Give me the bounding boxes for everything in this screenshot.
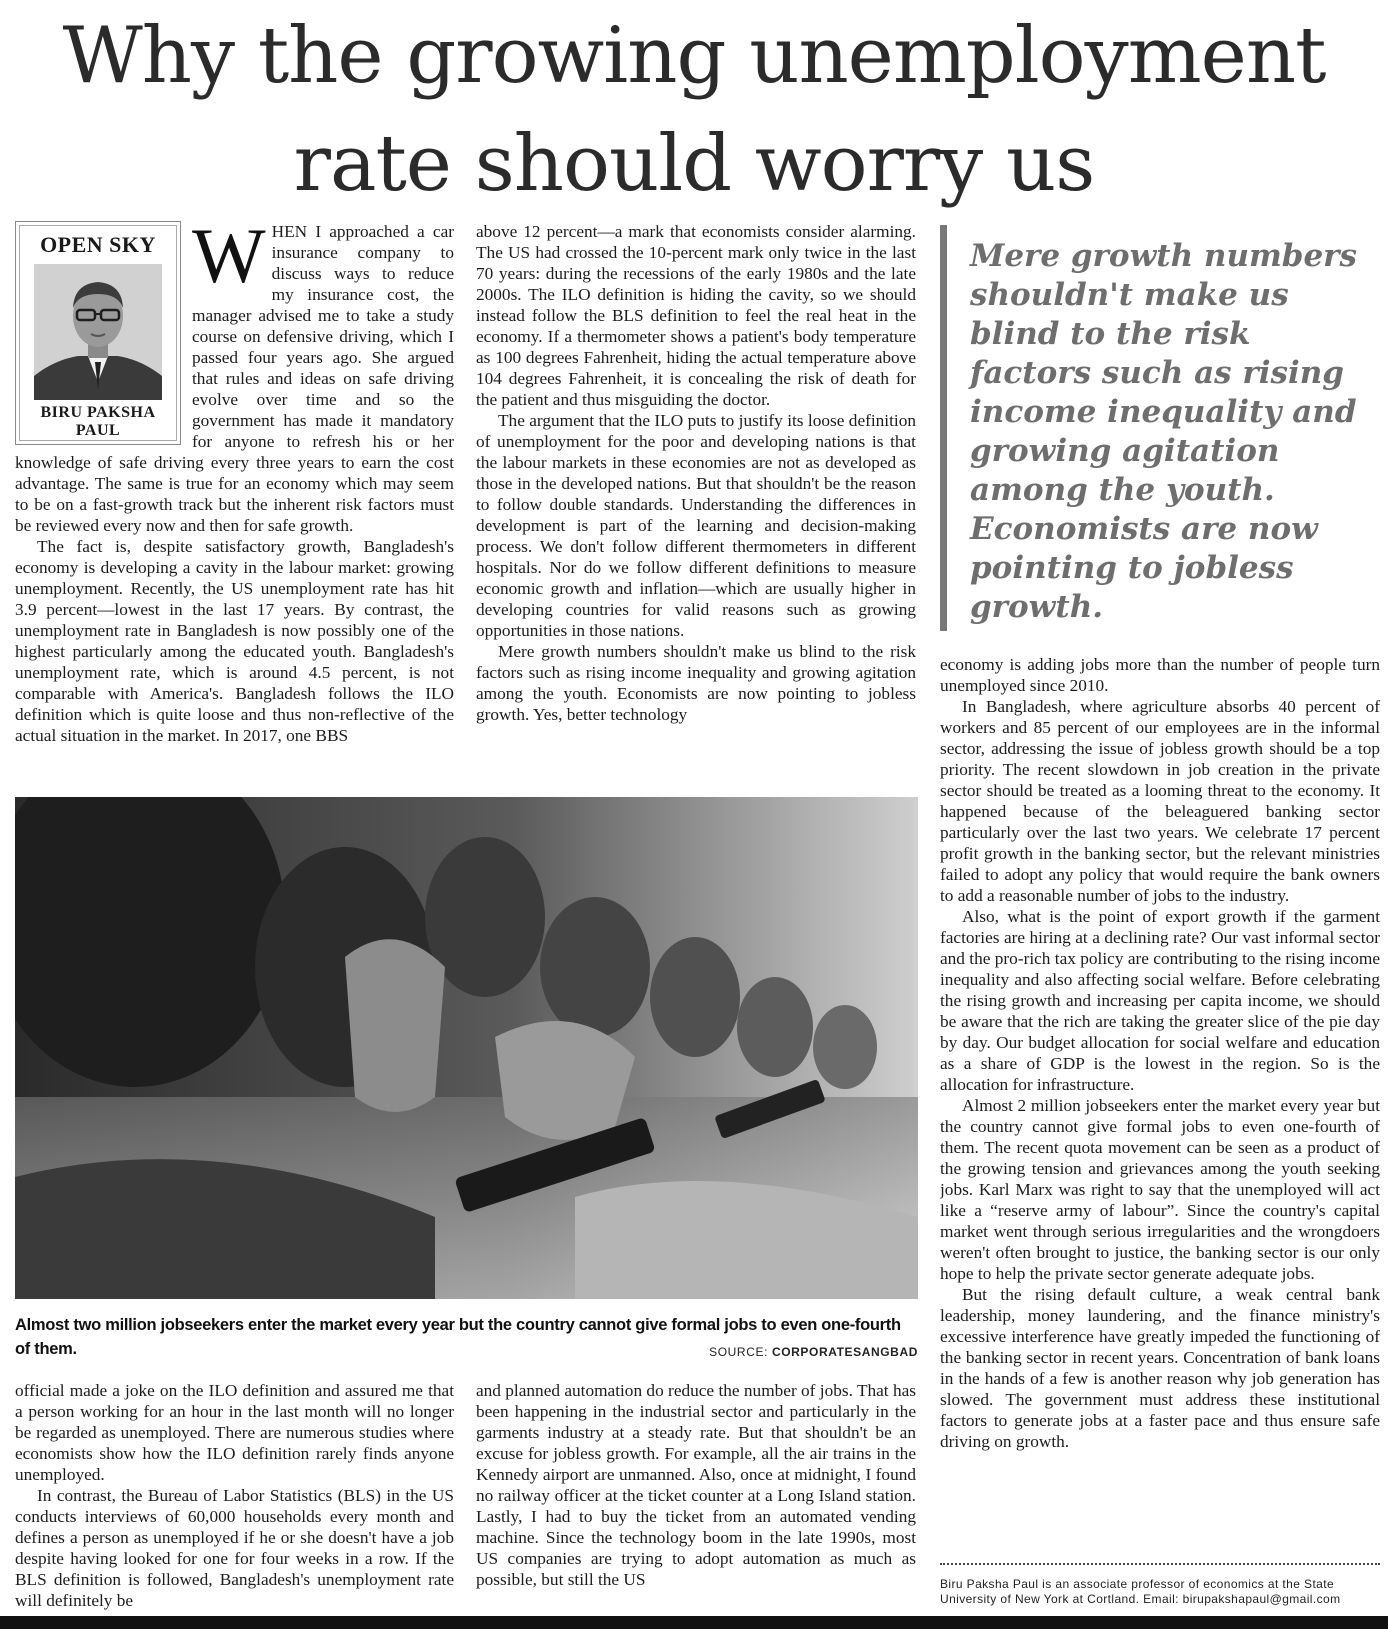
author-bio: Biru Paksha Paul is an associate professor of economics at the State University of New York at Cortland. Email: birupakshapaul@gmail.com: [940, 1577, 1341, 1606]
headline-line-2: rate should worry us: [293, 119, 1095, 209]
photo-source-name: CORPORATESANGBAD: [771, 1345, 918, 1359]
photo-source: [709, 1345, 918, 1359]
author-name-line-2: PAUL: [75, 422, 121, 439]
column-1-bottom: [15, 1380, 454, 1620]
drop-cap: W: [192, 221, 266, 299]
article-paragraph: economy is adding jobs more than the number of people turn unemployed since 2010.: [940, 655, 1380, 695]
photo-source-label: SOURCE:: [709, 1345, 768, 1359]
article-paragraph: The argument that the ILO puts to justify its loose definition of unemployment for the poor and developing nations is that the labour markets in these economies are not as developed as those in the developed nations. But that shouldn't be the reason to follow double standards. Understanding the differences in development is part of the learning and decision-making process. We don't follow different thermometers in different hospitals. Nor do we follow different definitions to measure economic growth and inflation—which are usually higher in developing countries for valid reasons such as growing opportunities in those nations.: [476, 411, 916, 640]
author-name-line-1: BIRU PAKSHA: [40, 404, 156, 421]
news-photo: [15, 797, 918, 1299]
byline-spacer: [15, 221, 192, 446]
pullquote: Mere growth numbers shouldn't make us blind to the risk factors such as rising income inequality and growing agitation among the youth. Economists are now pointing to jobless growth.: [970, 238, 1357, 625]
headline: [0, 2, 1388, 218]
bio-divider: [940, 1563, 1380, 1565]
article-paragraph: The fact is, despite satisfactory growth, Bangladesh's economy is developing a cavity in the labour market: growing unemployment. Recently, the US unemployment rate has hit 3.9 percent—lowest in the last 17 years. By contrast, the unemployment rate in Bangladesh is now possibly one of the highest particularly among the educated youth. Bangladesh's unemployment rate, which is around 4.5 percent, is not comparable with America's. Bangladesh follows the ILO definition which is quite loose and thus non-reflective of the actual situation in the market. In 2017, one BBS: [15, 537, 454, 745]
column-1-top: [15, 221, 454, 781]
headline-line-1: Why the growing unemployment: [62, 11, 1326, 101]
column-3: [940, 654, 1380, 1556]
article-paragraph: Mere growth numbers shouldn't make us blind to the risk factors such as rising income inequality and growing agitation among the youth. Economists are now pointing to jobless growth. Yes, better technology: [476, 642, 916, 724]
article-paragraph: But the rising default culture, a weak central bank leadership, money laundering, and the finance ministry's excessive interference have greatly impeded the functioning of the banking sector in recent years. Concentration of bank loans in the hands of a few is another reason why job generation has slowed. The government must address these institutional factors to generate jobs at a faster pace and thus ensure safe driving on growth.: [940, 1285, 1380, 1451]
column-2-bottom: [476, 1380, 916, 1620]
column-label: OPEN SKY: [40, 232, 156, 257]
article-paragraph: official made a joke on the ILO definition and assured me that a person working for an hour in the last month will no longer be regarded as unemployed. There are numerous studies where economists show how the ILO definition rarely finds anyone unemployed.: [15, 1381, 454, 1484]
pullquote-bar: [940, 225, 947, 631]
article-paragraph: Also, what is the point of export growth if the garment factories are hiring at a declining rate? Our vast informal sector and the pro-rich tax policy are contributing to the rising income inequality and also affecting social welfare. Before celebrating the rising growth and increasing per capita income, we should be aware that the rich are taking the greater slice of the pie day by day. Our budget allocation for social welfare and education as a share of GDP is the lowest in the region. So is the allocation for infrastructure.: [940, 907, 1380, 1094]
article-paragraph: In Bangladesh, where agriculture absorbs 40 percent of workers and 85 percent of our employees are in the informal sector, addressing the issue of jobless growth should be a top priority. The recent slowdown in job creation in the private sector should be treated as a looming threat to the economy. It happened because of the beleaguered banking sector particularly over the last two years. We celebrate 17 percent profit growth in the banking sector, but the relevant ministries failed to adopt any policy that would require the bank owners to add a reasonable number of jobs to the industry.: [940, 697, 1380, 905]
opening-text: HEN I approached a car insurance company to discuss ways to reduce my insurance cost, the manager advised me to take a study course on defensive driving, which I passed four years ago. She argued that rules and ideas on safe driving evolve over time and so the government has made it mandatory for anyone to refresh his or her knowledge of safe driving every three years to earn the cost advantage. The same is true for an economy which may seem to be on a fast-growth track but the inherent risk factors must be reviewed every now and then for safe growth.: [15, 222, 454, 535]
article-paragraph: and planned automation do reduce the number of jobs. That has been happening in the industrial sector and particularly in the garments industry at a steady rate. But that shouldn't be an excuse for jobless growth. For example, all the air trains in the Kennedy airport are unmanned. Also, once at midnight, I found no railway officer at the ticket counter at a Long Island station. Lastly, I had to buy the ticket from an automated vending machine. Since the technology boom in the late 1990s, most US companies are trying to adopt automation as much as possible, but still the US: [476, 1381, 916, 1589]
photo-caption: Almost two million jobseekers enter the market every year but the country cannot give formal jobs to even one-fourth of them.: [15, 1316, 901, 1358]
article-paragraph: Almost 2 million jobseekers enter the market every year but the country cannot give formal jobs to even one-fourth of them. The recent quota movement can be seen as a product of the growing tension and grievances among the youth seeking jobs. Karl Marx was right to say that the unemployed will act like a “reserve army of labour”. Since the country's capital market went through serious irregularities and the wrongdoers weren't often brought to justice, the banking sector is our only hope to help the private sector generate adequate jobs.: [940, 1096, 1380, 1283]
page-bottom-border: [0, 1616, 1388, 1629]
article-paragraph: In contrast, the Bureau of Labor Statistics (BLS) in the US conducts interviews of 60,000 households every month and defines a person as unemployed if he or she doesn't have a job despite having looked for one for four weeks in a row. If the BLS definition is followed, Bangladesh's unemployment rate will definitely be: [15, 1486, 454, 1610]
column-2-top: [476, 221, 916, 781]
article-paragraph: above 12 percent—a mark that economists consider alarming. The US had crossed the 10-percent mark only twice in the last 70 years: during the recessions of the early 1980s and the late 2000s. The ILO definition is hiding the cavity, so we should instead follow the BLS definition to feel the real heat in the economy. If a thermometer shows a patient's body temperature as 100 degrees Fahrenheit, hiding the actual temperature above 104 degrees Fahrenheit, it is concealing the risk of death for the patient and thus misguiding the doctor.: [476, 222, 916, 409]
